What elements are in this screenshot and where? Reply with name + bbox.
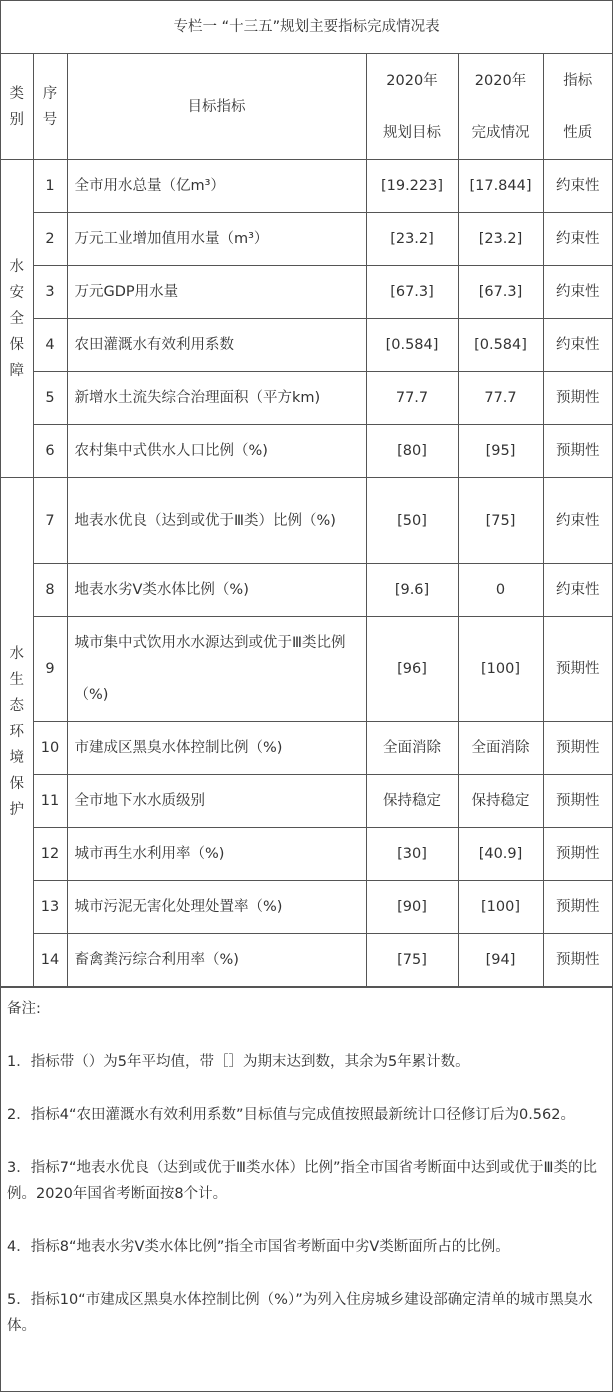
row-nature: 约束性 [543,213,612,266]
table-row [1,319,612,372]
row-number: 1 [33,160,67,213]
row-plan: [19.223] [366,160,458,213]
row-number: 8 [33,564,67,617]
row-plan: [0.584] [366,319,458,372]
row-nature: 约束性 [543,478,612,564]
table-row [1,934,612,987]
row-number: 11 [33,775,67,828]
table-row [1,564,612,617]
row-number: 3 [33,266,67,319]
row-plan: [80] [366,425,458,478]
row-number: 6 [33,425,67,478]
row-plan: [96] [366,617,458,722]
notes-section [1,987,612,1391]
row-actual: [94] [458,934,543,987]
row-actual: 0 [458,564,543,617]
row-nature: 约束性 [543,160,612,213]
row-plan: 保持稳定 [366,775,458,828]
notes-title: 备注: [7,1001,41,1017]
row-nature: 预期性 [543,934,612,987]
table-title: 专栏一 “十三五”规划主要指标完成情况表 [1,1,612,54]
row-number: 10 [33,722,67,775]
header-indicator: 目标指标 [67,54,366,160]
row-plan: 全面消除 [366,722,458,775]
row-indicator: 地表水劣Ⅴ类水体比例（%) [67,564,366,617]
row-indicator: 农村集中式供水人口比例（%) [67,425,366,478]
row-number: 5 [33,372,67,425]
row-plan: 77.7 [366,372,458,425]
row-plan: [30] [366,828,458,881]
row-actual: [75] [458,478,543,564]
row-actual: [17.844] [458,160,543,213]
row-nature: 约束性 [543,266,612,319]
header-seq: 序 号 [33,54,67,160]
header-actual: 2020年 完成情况 [458,54,543,160]
note-item: 3．指标7“地表水优良（达到或优于Ⅲ类水体）比例”指全市国省考断面中达到或优于Ⅲ类的比例。2020年国省考断面按8个计。 [7,1160,597,1202]
row-nature: 预期性 [543,425,612,478]
header-nature: 指标 性质 [543,54,612,160]
row-nature: 预期性 [543,775,612,828]
row-plan: [67.3] [366,266,458,319]
table-row [1,478,612,564]
row-plan: [50] [366,478,458,564]
row-indicator: 市建成区黑臭水体控制比例（%) [67,722,366,775]
row-indicator: 全市地下水水质级别 [67,775,366,828]
row-nature: 预期性 [543,617,612,722]
row-plan: [90] [366,881,458,934]
row-actual: 全面消除 [458,722,543,775]
row-actual: 保持稳定 [458,775,543,828]
row-plan: [9.6] [366,564,458,617]
table-header-row [1,54,612,160]
table-row [1,266,612,319]
row-actual: [67.3] [458,266,543,319]
row-number: 9 [33,617,67,722]
row-indicator: 地表水优良（达到或优于Ⅲ类）比例（%) [67,478,366,564]
row-nature: 预期性 [543,372,612,425]
row-indicator: 全市用水总量（亿m³） [67,160,366,213]
table-row [1,617,612,722]
row-indicator: 万元工业增加值用水量（m³） [67,213,366,266]
row-indicator: 城市污泥无害化处理处置率（%) [67,881,366,934]
row-nature: 预期性 [543,881,612,934]
row-number: 4 [33,319,67,372]
row-number: 13 [33,881,67,934]
indicator-table [1,1,612,987]
table-caption-row [1,1,612,54]
row-nature: 预期性 [543,722,612,775]
category-water-security: 水 安 全 保 障 [1,160,33,478]
row-indicator: 新增水土流失综合治理面积（平方km) [67,372,366,425]
row-number: 7 [33,478,67,564]
header-plan: 2020年 规划目标 [366,54,458,160]
row-number: 2 [33,213,67,266]
table-row [1,372,612,425]
row-actual: [95] [458,425,543,478]
row-plan: [23.2] [366,213,458,266]
note-item: 4．指标8“地表水劣Ⅴ类水体比例”指全市国省考断面中劣Ⅴ类断面所占的比例。 [7,1239,510,1255]
row-indicator: 万元GDP用水量 [67,266,366,319]
row-nature: 预期性 [543,828,612,881]
row-nature: 约束性 [543,564,612,617]
table-row [1,160,612,213]
row-indicator: 畜禽粪污综合利用率（%) [67,934,366,987]
table-row [1,828,612,881]
row-number: 14 [33,934,67,987]
category-water-ecology: 水 生 态 环 境 保 护 [1,478,33,987]
table-row [1,213,612,266]
note-item: 5．指标10“市建成区黑臭水体控制比例（%）”为列入住房城乡建设部确定清单的城市黑臭水体。 [7,1292,593,1334]
note-item: 1．指标带（）为5年平均值，带［］为期末达到数，其余为5年累计数。 [7,1054,470,1070]
row-number: 12 [33,828,67,881]
table-row [1,425,612,478]
table-row [1,775,612,828]
row-actual: [100] [458,617,543,722]
table-row [1,722,612,775]
row-actual: [40.9] [458,828,543,881]
row-indicator: 城市集中式饮用水水源达到或优于Ⅲ类比例（%) [67,617,366,722]
row-nature: 约束性 [543,319,612,372]
header-category: 类 别 [1,54,33,160]
row-actual: [0.584] [458,319,543,372]
row-actual: [100] [458,881,543,934]
row-indicator: 农田灌溉水有效利用系数 [67,319,366,372]
row-indicator: 城市再生水利用率（%) [67,828,366,881]
table-row [1,881,612,934]
row-actual: [23.2] [458,213,543,266]
row-actual: 77.7 [458,372,543,425]
row-plan: [75] [366,934,458,987]
note-item: 2．指标4“农田灌溉水有效利用系数”目标值与完成值按照最新统计口径修订后为0.562。 [7,1107,575,1123]
